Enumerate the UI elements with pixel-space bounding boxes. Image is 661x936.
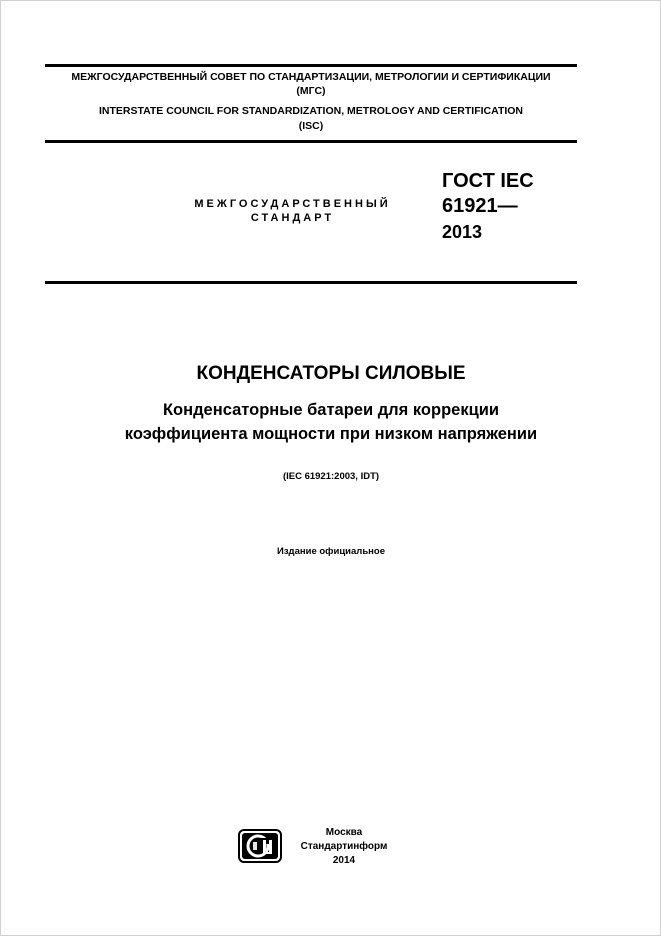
edition-label: Издание официальное: [277, 546, 385, 557]
publisher-name: Стандартинформ: [300, 841, 388, 852]
document-subtitle-line1: Конденсаторные батареи для коррекции: [162, 401, 500, 419]
iec-reference: (IEC 61921:2003, IDT): [282, 471, 380, 482]
gost-designation-line2: 61921—: [442, 195, 518, 217]
council-abbr-ru: (МГС): [296, 85, 326, 97]
document-title: КОНДЕНСАТОРЫ СИЛОВЫЕ: [196, 363, 466, 384]
designation-bottom-rule: [45, 281, 577, 284]
council-name-en: INTERSTATE COUNCIL FOR STANDARDIZATION, METROLOGY AND CERTIFICATION: [98, 105, 524, 117]
council-abbr-en: (ISC): [298, 120, 324, 132]
council-name-ru: МЕЖГОСУДАРСТВЕННЫЙ СОВЕТ ПО СТАНДАРТИЗАЦИИ, МЕТРОЛОГИИ И СЕРТИФИКАЦИИ: [71, 71, 551, 83]
top-rule: [45, 64, 577, 67]
gost-designation-line3: 2013: [442, 222, 483, 242]
standartinform-logo-icon: [238, 829, 282, 863]
document-subtitle-line2: коэффициента мощности при низком напряжении: [124, 425, 538, 443]
publication-year: 2014: [332, 855, 356, 866]
standard-type-line1: МЕЖГОСУДАРСТВЕННЫЙ: [194, 198, 391, 210]
gost-designation-line1: ГОСТ IEC: [442, 170, 534, 192]
publisher-city: Москва: [325, 827, 363, 838]
standard-type-line2: СТАНДАРТ: [250, 212, 335, 224]
header-bottom-rule: [45, 140, 577, 143]
